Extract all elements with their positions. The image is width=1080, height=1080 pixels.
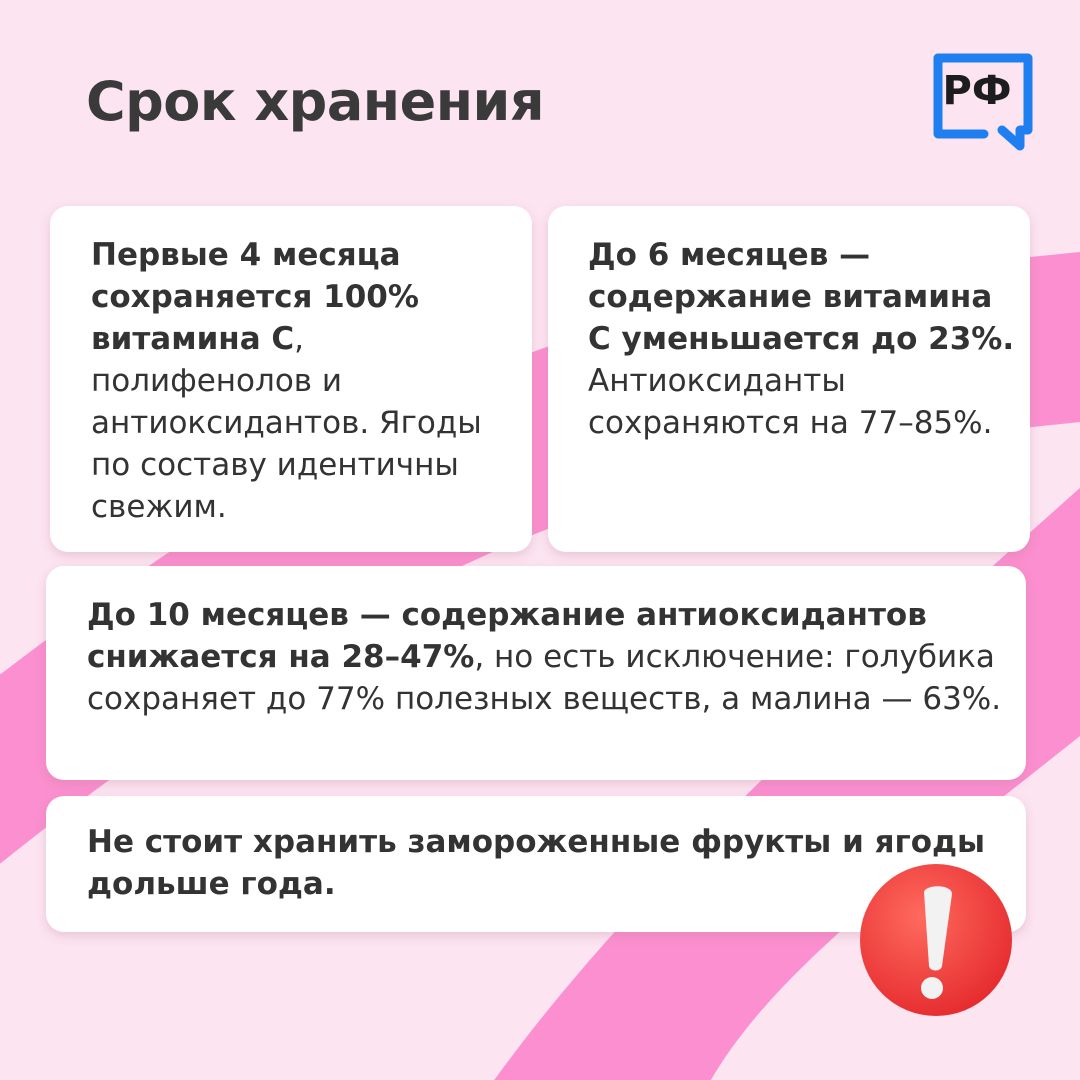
card-bold-text: Первые 4 месяца сохраняется 100% витамина С (91, 237, 419, 357)
card-bold-text: До 10 месяцев — содержание антиоксидантов снижается на 28–47% (87, 597, 927, 675)
info-card-6-months (548, 206, 1030, 552)
rf-logo (928, 46, 1038, 156)
exclamation-mark-icon (858, 862, 1014, 1018)
card-regular-text: Антиоксиданты сохраняются на 77–85%. (588, 363, 993, 441)
card-text (91, 234, 512, 528)
logo-text: РФ (942, 68, 1012, 114)
card-regular-text: , но есть исключение: голубика сохраняет до 77% полезных веществ, а малина — 63%. (87, 639, 1002, 717)
info-card-10-months (46, 566, 1026, 780)
page-title: Срок хранения (86, 70, 545, 133)
card-regular-text: , полифенолов и антиоксидантов. Ягоды по составу идентичны свежим. (91, 321, 482, 525)
card-text (588, 234, 1016, 444)
card-bold-text: Не стоит хранить замороженные фрукты и ягоды дольше года. (87, 824, 986, 902)
card-text (87, 594, 1006, 720)
card-bold-text: До 6 месяцев — содержание витамина С уменьшается до 23%. (588, 237, 1015, 357)
info-card-4-months (50, 206, 532, 552)
